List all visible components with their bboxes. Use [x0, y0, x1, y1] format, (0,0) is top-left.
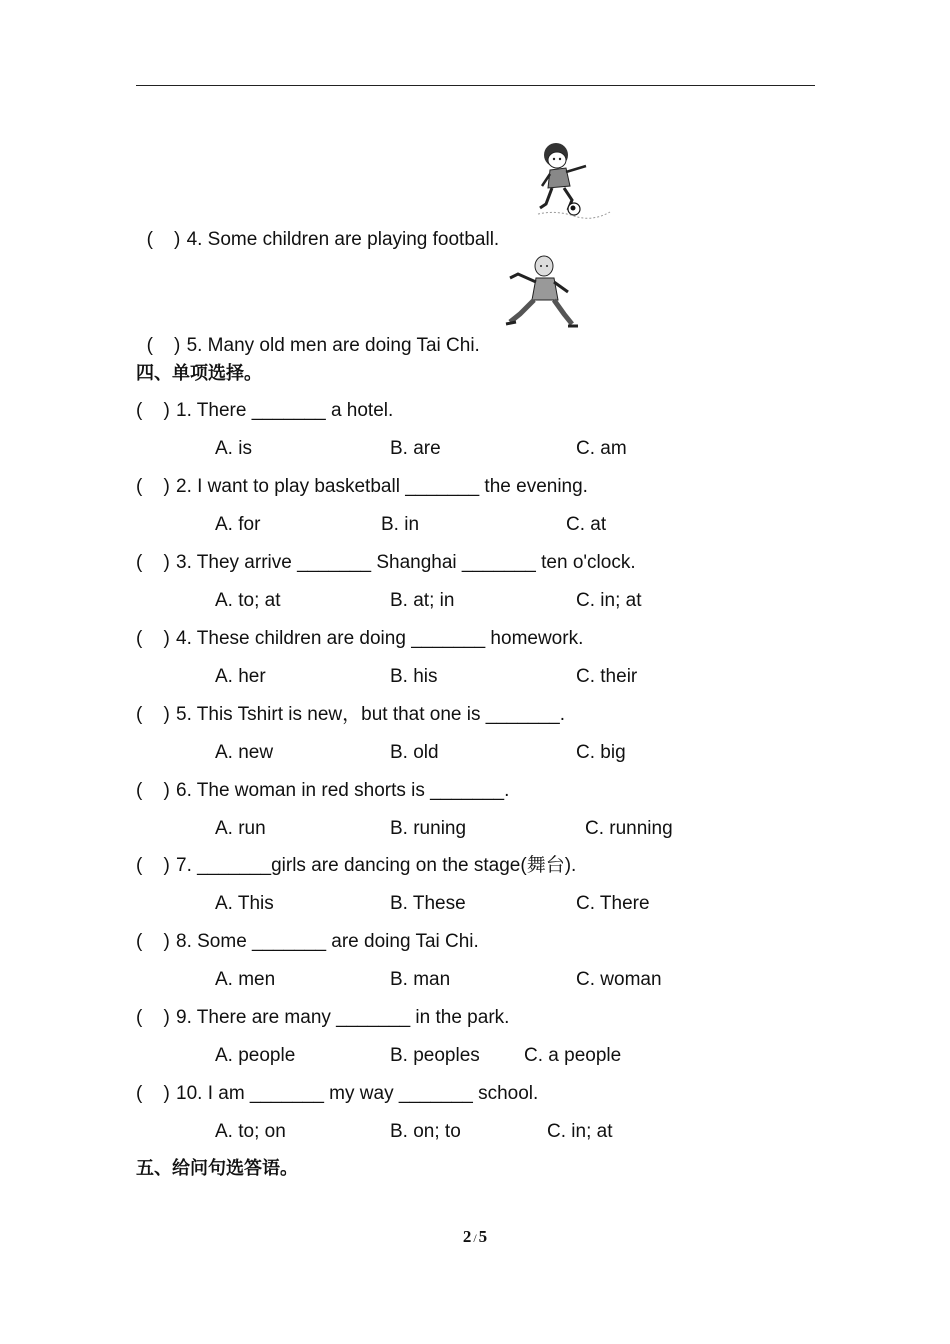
question-8: [136, 930, 479, 954]
section-5-heading: 五、给问句选答语。: [136, 1158, 298, 1179]
picture-item-text: 5. Many old men are doing Tai Chi.: [186, 335, 480, 356]
answer-paren[interactable]: ( ): [136, 476, 170, 497]
option-c[interactable]: C. in; at: [547, 1121, 613, 1142]
option-a[interactable]: A. to; on: [215, 1121, 286, 1142]
answer-paren[interactable]: ( ): [146, 335, 181, 356]
answer-paren[interactable]: ( ): [136, 400, 170, 421]
page-number: [0, 1227, 950, 1247]
option-c[interactable]: C. There: [576, 893, 650, 914]
option-a[interactable]: A. to; at: [215, 590, 281, 611]
question-2: [136, 475, 588, 499]
option-b[interactable]: B. on; to: [390, 1121, 461, 1142]
option-a[interactable]: A. This: [215, 893, 274, 914]
question-stem: 2. I want to play basketball _______ the evening.: [176, 476, 588, 497]
option-b[interactable]: B. peoples: [390, 1045, 480, 1066]
question-4: [136, 627, 583, 651]
answer-paren[interactable]: ( ): [146, 229, 181, 250]
option-a[interactable]: A. new: [215, 742, 274, 763]
question-5: [136, 703, 565, 727]
picture-item-5: [136, 310, 480, 358]
option-b[interactable]: B. are: [390, 438, 441, 459]
answer-paren[interactable]: ( ): [136, 855, 170, 876]
option-a[interactable]: A. run: [215, 818, 266, 839]
option-b[interactable]: B. man: [390, 969, 451, 990]
option-b[interactable]: B. at; in: [390, 590, 455, 611]
question-7: [136, 854, 576, 878]
option-b[interactable]: B. These: [390, 893, 466, 914]
option-b[interactable]: B. in: [381, 514, 420, 535]
option-c[interactable]: C. am: [576, 438, 627, 459]
answer-paren[interactable]: ( ): [136, 931, 170, 952]
question-9: [136, 1006, 509, 1030]
option-c[interactable]: C. in; at: [576, 590, 642, 611]
option-a[interactable]: A. people: [215, 1045, 296, 1066]
question-stem: 5. This Tshirt is new，but that one is _______.: [176, 704, 566, 725]
option-c[interactable]: C. woman: [576, 969, 662, 990]
current-page: 2: [462, 1227, 472, 1246]
section-4-heading: 四、单项选择。: [136, 363, 262, 384]
picture-item-4: [136, 204, 499, 252]
option-a[interactable]: A. for: [215, 514, 261, 535]
option-c[interactable]: C. big: [576, 742, 626, 763]
boy-kicking-football-icon: [536, 138, 612, 220]
option-a[interactable]: A. is: [215, 438, 252, 459]
page-separator: /: [473, 1231, 477, 1245]
option-c[interactable]: C. a people: [524, 1045, 622, 1066]
option-a[interactable]: A. men: [215, 969, 276, 990]
question-stem: 7. _______girls are dancing on the stage(舞台).: [176, 855, 577, 876]
answer-paren[interactable]: ( ): [136, 704, 170, 725]
option-a[interactable]: A. her: [215, 666, 266, 687]
question-stem: 9. There are many _______ in the park.: [176, 1007, 510, 1028]
picture-item-text: 4. Some children are playing football.: [186, 229, 500, 250]
question-1: [136, 399, 393, 423]
option-b[interactable]: B. runing: [390, 818, 467, 839]
total-pages: 5: [478, 1227, 488, 1246]
option-c[interactable]: C. running: [585, 818, 673, 839]
old-man-tai-chi-icon: [502, 252, 580, 330]
question-stem: 3. They arrive _______ Shanghai _______ ten o'clock.: [176, 552, 636, 573]
answer-paren[interactable]: ( ): [136, 1083, 170, 1104]
option-b[interactable]: B. old: [390, 742, 439, 763]
question-stem: 10. I am _______ my way _______ school.: [176, 1083, 539, 1104]
header-rule: [136, 85, 815, 86]
option-c[interactable]: C. their: [576, 666, 638, 687]
option-c[interactable]: C. at: [566, 514, 607, 535]
option-b[interactable]: B. his: [390, 666, 438, 687]
question-stem: 4. These children are doing _______ homework.: [176, 628, 584, 649]
question-stem: 6. The woman in red shorts is _______.: [176, 780, 510, 801]
answer-paren[interactable]: ( ): [136, 552, 170, 573]
question-3: [136, 551, 636, 575]
answer-paren[interactable]: ( ): [136, 1007, 170, 1028]
answer-paren[interactable]: ( ): [136, 628, 170, 649]
answer-paren[interactable]: ( ): [136, 780, 170, 801]
question-stem: 1. There _______ a hotel.: [176, 400, 394, 421]
question-6: [136, 779, 509, 803]
question-stem: 8. Some _______ are doing Tai Chi.: [176, 931, 479, 952]
question-10: [136, 1082, 538, 1106]
